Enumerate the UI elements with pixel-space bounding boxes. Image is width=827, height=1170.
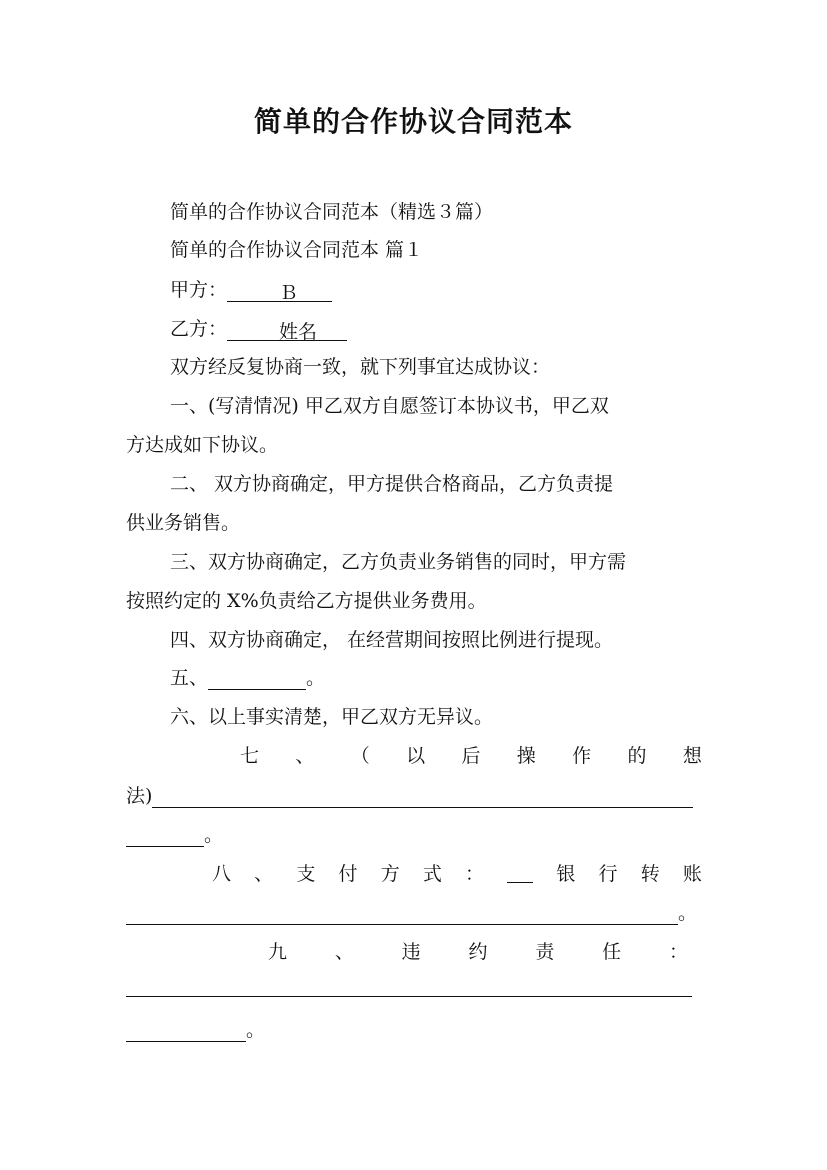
clause-9-char: 违 (401, 941, 421, 963)
intro-paragraph: 双方经反复协商一致，就下列事宜达成协议： (170, 356, 551, 378)
clause-5-end: 。 (306, 667, 326, 689)
clause-6: 六、以上事实清楚，甲乙双方无异议。 (170, 706, 494, 728)
clause-9-line-3 (126, 1018, 265, 1042)
clause-9-char: 责 (535, 941, 555, 963)
blank-underline (317, 320, 347, 341)
party-a-line (170, 278, 332, 302)
blank-underline (227, 281, 279, 302)
clause-7-char: 操 (516, 745, 536, 767)
clause-4: 四、双方协商确定， 在经营期间按照比例进行提现。 (170, 629, 614, 651)
blank-underline (126, 996, 692, 997)
clause-5 (170, 666, 325, 690)
clause-9-char: 九 (268, 941, 288, 963)
blank-underline (298, 281, 332, 302)
party-b-label: 乙方： (170, 318, 228, 340)
clause-9-char: 约 (468, 941, 488, 963)
clause-9-char: 任 (602, 941, 622, 963)
clause-1-line-1: 一、(写清情况) 甲乙双方自愿签订本协议书，甲乙双 (170, 395, 609, 417)
clause-8-char: 支 (296, 863, 316, 885)
blank-underline (507, 862, 533, 883)
clause-8-char: 式 (422, 863, 442, 885)
clause-2-line-1: 二、 双方协商确定，甲方提供合格商品，乙方负责提 (170, 473, 614, 495)
clause-8-char: 、 (254, 863, 274, 885)
blank-underline (126, 1021, 246, 1042)
clause-7-char: 、 (295, 745, 315, 767)
blank-underline (126, 904, 678, 925)
clause-8-end: 。 (678, 902, 698, 924)
clause-8-char: 行 (598, 863, 618, 885)
clause-7-line-2 (126, 784, 693, 808)
clause-8-char: ： (465, 863, 485, 885)
clause-7-char: （ (350, 745, 370, 767)
clause-8-char: 方 (380, 863, 400, 885)
subtitle: 简单的合作协议合同范本（精选３篇） (170, 201, 494, 223)
clause-8-char: 转 (640, 863, 660, 885)
document-title: 简单的合作协议合同范本 (253, 105, 573, 138)
blank-underline (126, 826, 204, 847)
clause-2-line-2: 供业务销售。 (126, 512, 241, 534)
clause-7-cont: 法) (126, 785, 153, 807)
clause-7-line-1 (240, 744, 702, 768)
clause-8-line-2 (126, 901, 697, 925)
section-heading: 简单的合作协议合同范本 篇１ (170, 239, 424, 261)
clause-9-line-1 (268, 940, 688, 964)
blank-underline (152, 787, 693, 808)
party-b-line (170, 317, 347, 341)
clause-7-end: 。 (204, 824, 224, 846)
blank-underline (227, 320, 279, 341)
clause-7-char: 七 (240, 745, 260, 767)
clause-7-char: 以 (406, 745, 426, 767)
clause-7-line-3 (126, 823, 223, 847)
clause-7-char: 的 (627, 745, 647, 767)
clause-7-char: 作 (572, 745, 592, 767)
party-a-label: 甲方： (170, 279, 228, 301)
clause-8-line-1 (212, 862, 702, 886)
clause-9-char: 、 (334, 941, 354, 963)
party-b-value: 姓名 (279, 321, 318, 343)
clause-8-char: 账 (682, 863, 702, 885)
party-a-value: Ｂ (279, 282, 299, 304)
clause-8-char: 付 (338, 863, 358, 885)
clause-3-line-1: 三、双方协商确定，乙方负责业务销售的同时，甲方需 (170, 551, 627, 573)
clause-7-char: 想 (682, 745, 702, 767)
clause-5-label: 五、 (170, 667, 209, 689)
clause-8-char: 八 (212, 863, 232, 885)
clause-9-end: 。 (246, 1019, 266, 1041)
clause-1-line-2: 方达成如下协议。 (126, 434, 279, 456)
clause-7-char: 后 (461, 745, 481, 767)
blank-underline (208, 669, 306, 690)
clause-9-char: ： (668, 941, 688, 963)
clause-8-char: 银 (556, 863, 576, 885)
clause-3-line-2: 按照约定的 X%负责给乙方提供业务费用。 (126, 590, 487, 612)
